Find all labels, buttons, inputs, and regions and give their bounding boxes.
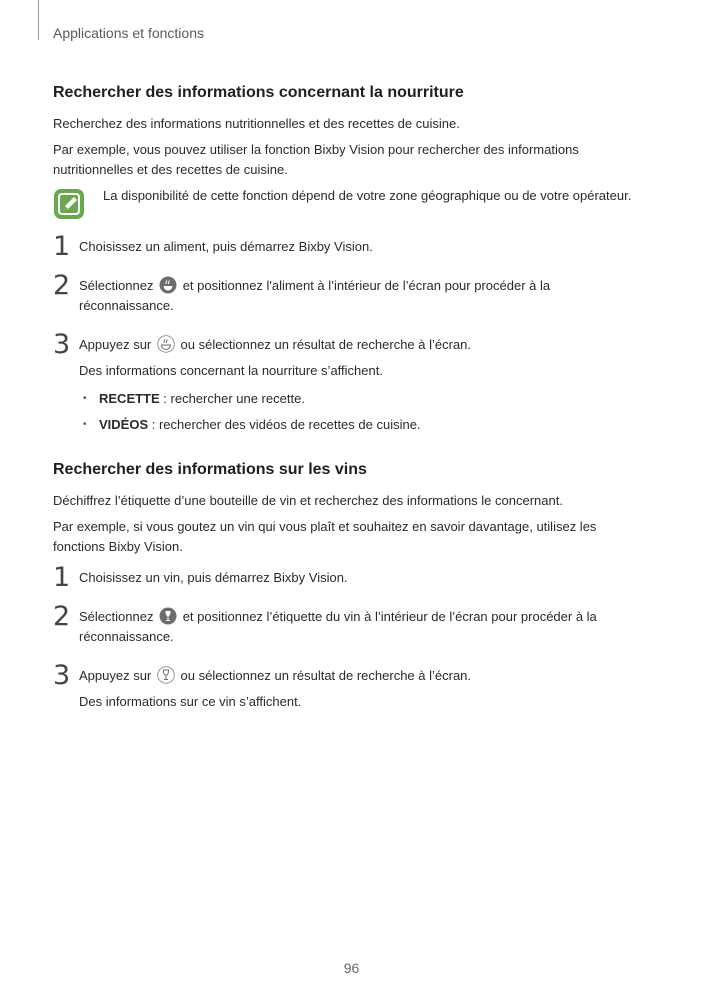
food-mode-icon[interactable] [159,276,177,294]
food-step-2 [53,270,643,322]
option-term: VIDÉOS [99,417,149,432]
wine-step-3 [53,660,643,718]
wine-mode-icon[interactable] [157,666,175,684]
section-wine-heading: Rechercher des informations sur les vins [53,461,367,478]
page-number: 96 [343,960,360,976]
availability-note [53,186,643,220]
option-list [79,389,471,435]
step-number: 1 [53,231,71,262]
step-text-after: ou sélectionnez un résultat de recherche à l’écran. [180,668,472,683]
header-title: Applications et fonctions [53,25,204,41]
step-text-after: et positionnez l’étiquette du vin à l’intérieur de l’écran pour procéder à la réconnaissance. [79,609,597,644]
section-food-heading: Rechercher des informations concernant la nourriture [53,84,464,101]
step-number: 3 [53,329,71,360]
step-text [79,666,471,686]
step-text-before: Sélectionnez [79,278,154,293]
wine-step-2 [53,601,643,653]
step-text: Choisissez un vin, puis démarrez Bixby Vision. [79,570,348,585]
step-text-before: Sélectionnez [79,609,154,624]
note-text: La disponibilité de cette fonction dépend de votre zone géographique ou de votre opérateur. [103,188,632,203]
page-content [53,82,643,728]
option-desc: : rechercher une recette. [159,391,305,406]
step-text-before: Appuyez sur [79,668,152,683]
section-wine-intro-1: Déchiffrez l’étiquette d’une bouteille de vin et recherchez des informations le concernant. [53,493,563,508]
step-text [79,607,643,647]
option-desc: : rechercher des vidéos de recettes de cuisine. [148,417,421,432]
header-rule [38,0,39,40]
note-pencil-icon [53,188,85,220]
step-number: 2 [53,270,71,301]
step-number: 3 [53,660,71,691]
food-step-3 [53,329,643,441]
food-step-1 [53,231,643,263]
option-term: RECETTE [99,391,160,406]
step-result: Des informations sur ce vin s’affichent. [79,694,302,709]
step-result: Des informations concernant la nourriture s’affichent. [79,363,383,378]
step-text: Choisissez un aliment, puis démarrez Bixby Vision. [79,239,373,254]
food-mode-icon[interactable] [157,335,175,353]
step-text-before: Appuyez sur [79,337,152,352]
step-number: 1 [53,562,71,593]
section-food-intro-1: Recherchez des informations nutritionnelles et des recettes de cuisine. [53,116,460,131]
list-item [79,415,471,435]
section-food-intro-2: Par exemple, vous pouvez utiliser la fonction Bixby Vision pour rechercher des informations nutritionnelles et des recettes de cuisine. [53,142,579,177]
step-text-after: ou sélectionnez un résultat de recherche à l’écran. [180,337,472,352]
step-number: 2 [53,601,71,632]
step-text-after: et positionnez l'aliment à l’intérieur de l’écran pour procéder à la réconnaissance. [79,278,551,313]
step-text [79,335,471,355]
wine-step-1 [53,562,643,594]
section-wine-intro-2: Par exemple, si vous goutez un vin qui vous plaît et souhaitez en savoir davantage, utilisez les fonctions Bixby Vision. [53,519,597,554]
step-text [79,276,643,316]
list-item [79,389,471,409]
wine-mode-icon[interactable] [159,607,177,625]
